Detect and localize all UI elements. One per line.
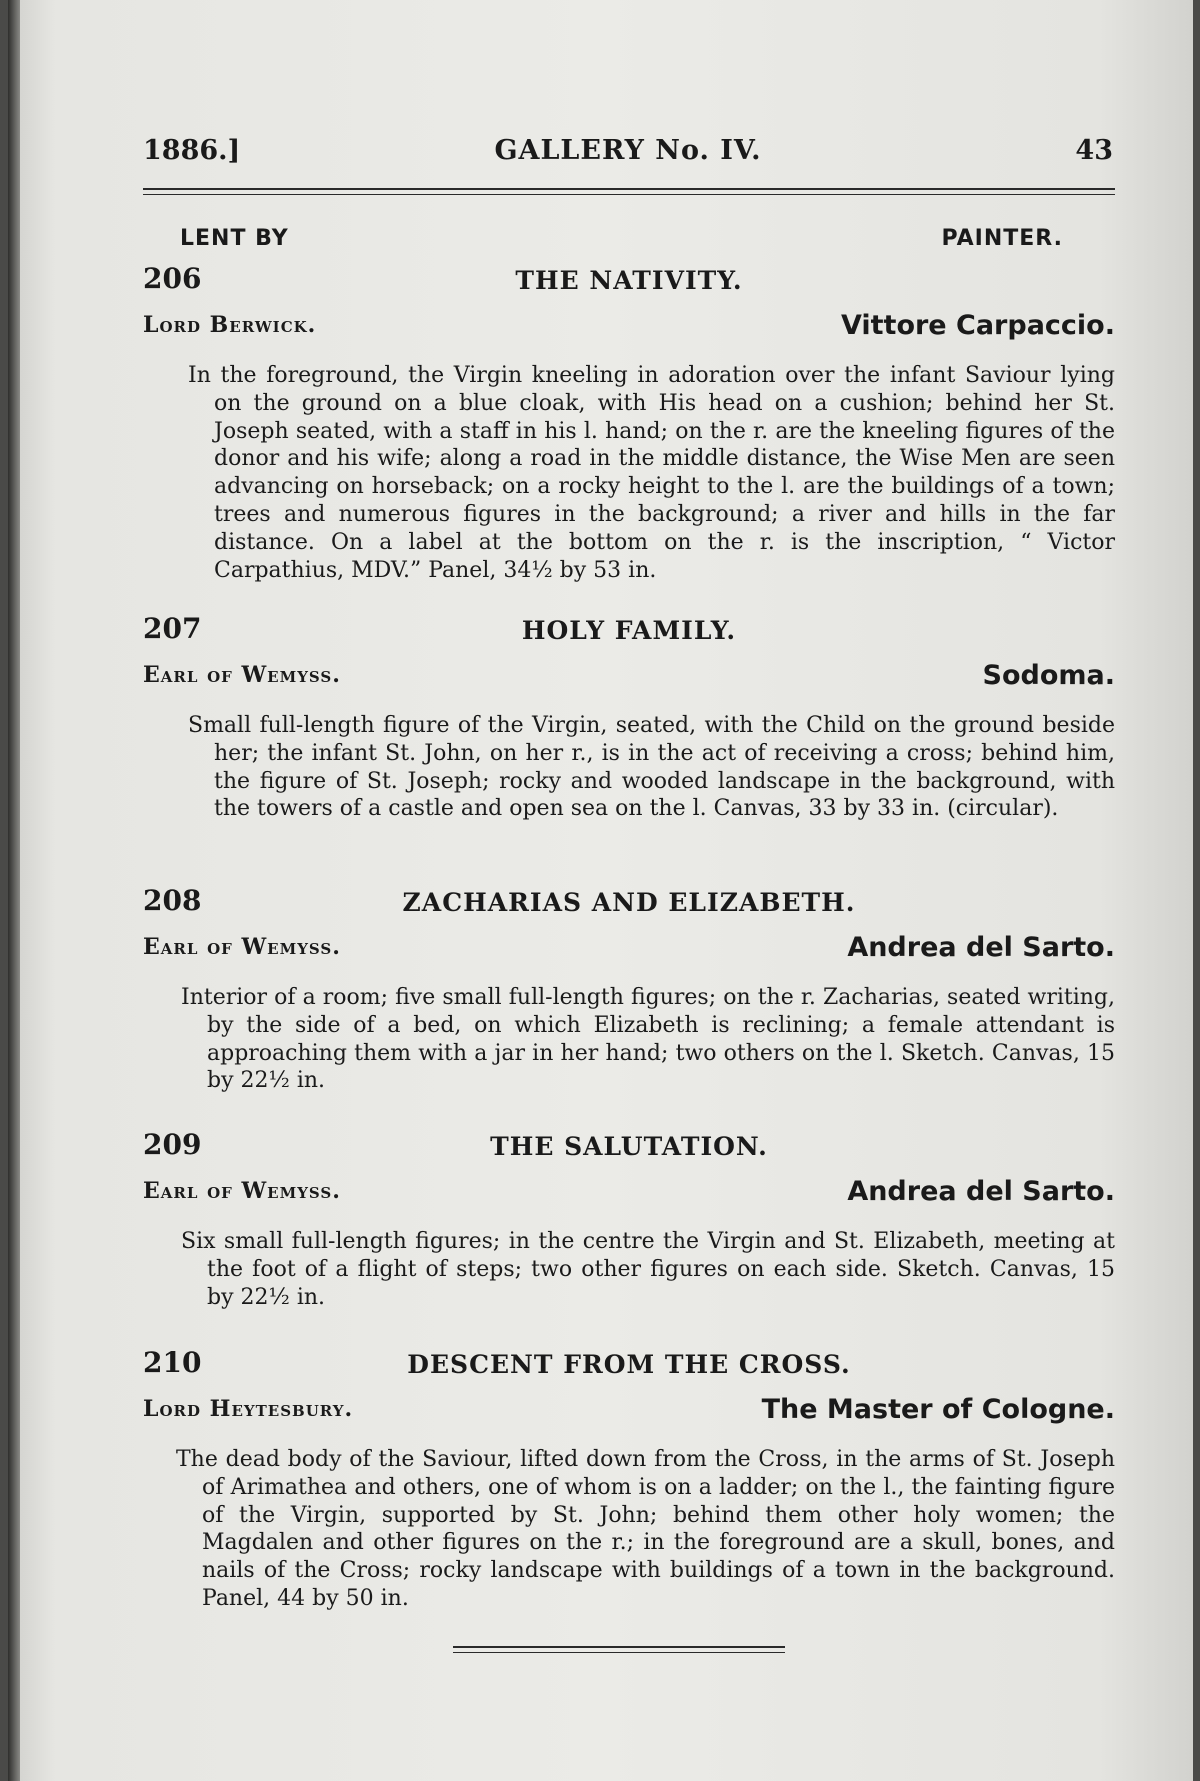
entry-lender: Earl of Wemyss. — [143, 1178, 341, 1204]
end-rule-bottom — [453, 1652, 785, 1653]
entry-lender: Lord Berwick. — [143, 312, 317, 338]
entry-painter: Andrea del Sarto. — [847, 1176, 1115, 1207]
entry-description: Interior of a room; five small full-length figures; on the r. Zacharias, seated writing, by the side of a bed, on which Elizabeth is reclining; a female attendant is approaching them with a jar in her hand; two others on the l. Sketch. Canvas, 15 by 22½ in. — [181, 985, 1115, 1094]
header-year: 1886.] — [143, 135, 241, 166]
entry-description: Six small full-length figures; in the centre the Virgin and St. Elizabeth, meeting at the foot of a flight of steps; two other figures on each side. Sketch. Canvas, 15 by 22½ in. — [181, 1229, 1115, 1310]
entry-painter: The Master of Cologne. — [761, 1394, 1115, 1425]
page-number: 43 — [1075, 135, 1113, 166]
entry-lender: Earl of Wemyss. — [143, 662, 341, 688]
header-rule-top — [143, 188, 1115, 190]
entry-number: 209 — [143, 1128, 202, 1161]
entry-painter: Sodoma. — [982, 660, 1115, 691]
entry-title: THE SALUTATION. — [490, 1132, 768, 1161]
entry-number: 210 — [143, 1346, 202, 1379]
entry-painter: Andrea del Sarto. — [847, 932, 1115, 963]
entry-lender: Lord Heytesbury. — [143, 1396, 354, 1422]
entry-title: HOLY FAMILY. — [521, 616, 737, 645]
entry-lender: Earl of Wemyss. — [143, 934, 341, 960]
entry-description: The dead body of the Saviour, lifted down from the Cross, in the arms of St. Joseph of Arimathea and others, one of whom is on a ladder; on the l., the fainting figure of the Virgin, supported by St. John; behind them other holy women; the Magdalen and other figures on the r.; in the foreground are a skull, bones, and nails of the Cross; rocky landscape with buildings of a town in the background. Panel, 44 by 50 in. — [176, 1447, 1115, 1611]
entry-title: DESCENT FROM THE CROSS. — [407, 1350, 851, 1379]
column-heading-lent-by: LENT BY — [180, 226, 289, 251]
column-heading-painter: PAINTER. — [941, 226, 1063, 251]
running-header — [143, 135, 1113, 175]
entry-number: 206 — [143, 262, 202, 295]
entry-description: In the foreground, the Virgin kneeling in adoration over the infant Saviour lying on the ground on a blue cloak, with His head on a cushion; behind her St. Joseph seated, with a staff in his l. hand; on the r. are the kneeling figures of the donor and his wife; along a road in the middle distance, the Wise Men are seen advancing on horseback; on a rocky height to the l. are the buildings of a town; trees and numerous figures in the background; a river and hills in the far distance. On a label at the bottom on the r. is the inscription, “ Victor Carpathius, MDV.” Panel, 34½ by 53 in. — [188, 363, 1115, 583]
entry-title: THE NATIVITY. — [515, 266, 743, 295]
entry-number: 208 — [143, 884, 202, 917]
entry-title: ZACHARIAS AND ELIZABETH. — [402, 888, 856, 917]
entry-description: Small full-length figure of the Virgin, seated, with the Child on the ground beside her; the infant St. John, on her r., is in the act of receiving a cross; behind him, the figure of St. Joseph; rocky and wooded landscape in the background, with the towers of a castle and open sea on the l. Canvas, 33 by 33 in. (circular). — [188, 713, 1115, 822]
header-gallery-title: GALLERY No. IV. — [494, 135, 762, 166]
entry-number: 207 — [143, 612, 202, 645]
book-spine-shadow — [8, 0, 20, 1781]
catalogue-page — [8, 0, 1193, 1781]
header-rule-bottom — [143, 194, 1115, 195]
end-rule-top — [453, 1646, 785, 1648]
entry-painter: Vittore Carpaccio. — [840, 310, 1115, 341]
